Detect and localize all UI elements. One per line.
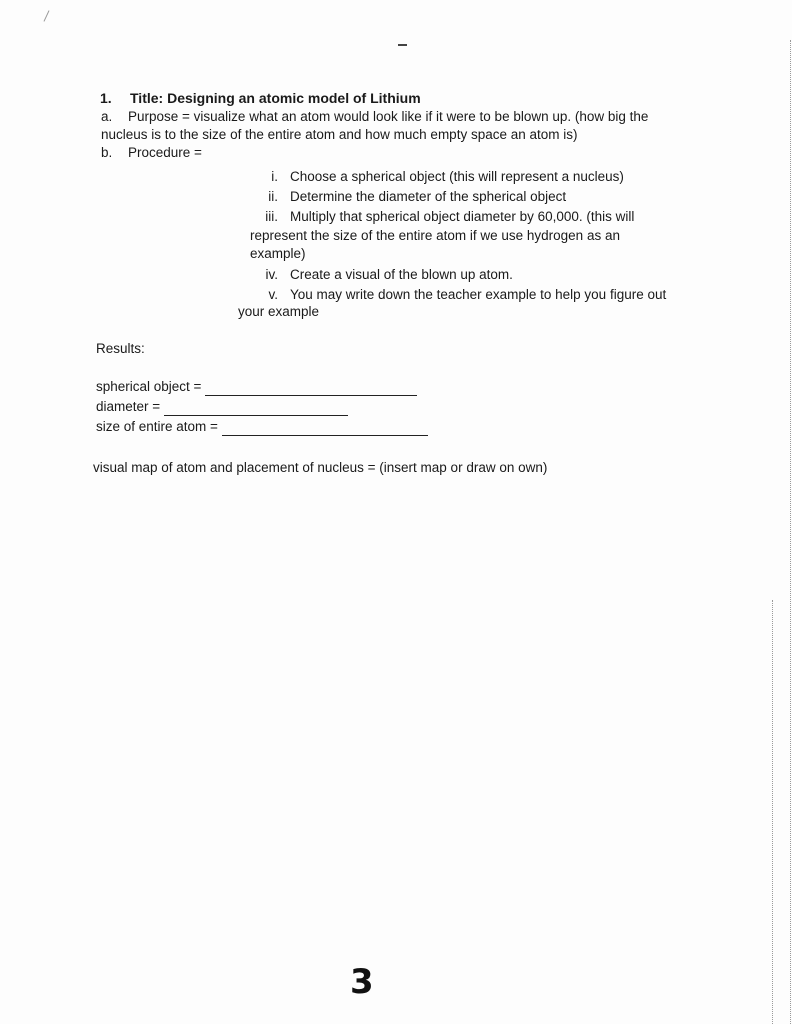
- step-i: [252, 168, 624, 186]
- step-text: Multiply that spherical object diameter by 60,000. (this will: [290, 209, 635, 224]
- purpose-text-1: Purpose = visualize what an atom would look like if it were to be blown up. (how big the: [128, 109, 649, 124]
- atom-size-blank[interactable]: [222, 421, 428, 436]
- spherical-object-row: [96, 378, 417, 396]
- results-heading: Results:: [96, 341, 145, 356]
- step-iii-continued-2: example): [250, 246, 306, 261]
- step-numeral: i.: [271, 169, 278, 184]
- step-numeral: iv.: [265, 267, 278, 282]
- spherical-object-blank[interactable]: [205, 381, 417, 396]
- procedure-heading: [101, 144, 202, 162]
- diameter-label: diameter =: [96, 399, 161, 414]
- purpose-marker: a.: [101, 109, 113, 124]
- scan-edge-artifact: [772, 600, 773, 1024]
- step-text: Determine the diameter of the spherical object: [290, 189, 567, 204]
- step-iii: [252, 208, 634, 226]
- step-iii-continued-1: represent the size of the entire atom if we use hydrogen as an: [250, 228, 620, 243]
- visual-map-instruction: visual map of atom and placement of nucleus = (insert map or draw on own): [93, 460, 548, 475]
- step-text: You may write down the teacher example to help you figure out: [290, 287, 667, 302]
- page-number: 3: [350, 962, 374, 1002]
- spherical-object-label: spherical object =: [96, 379, 202, 394]
- atom-size-row: [96, 418, 428, 436]
- scan-edge-artifact: [790, 40, 791, 1024]
- scan-speck: [398, 44, 407, 46]
- step-numeral: ii.: [268, 189, 278, 204]
- step-numeral: iii.: [265, 209, 278, 224]
- step-iv: [252, 266, 513, 284]
- diameter-blank[interactable]: [164, 401, 348, 416]
- step-v-continued: your example: [238, 304, 320, 319]
- procedure-label: Procedure =: [128, 145, 202, 160]
- purpose-line-2: nucleus is to the size of the entire atom and how much empty space an atom is): [101, 127, 578, 142]
- step-text: Choose a spherical object (this will represent a nucleus): [290, 169, 624, 184]
- step-text: Create a visual of the blown up atom.: [290, 267, 513, 282]
- worksheet-title: [100, 89, 421, 107]
- step-numeral: v.: [268, 287, 278, 302]
- scan-speck: [44, 10, 50, 21]
- atom-size-label: size of entire atom =: [96, 419, 218, 434]
- step-ii: [252, 188, 566, 206]
- procedure-marker: b.: [101, 145, 113, 160]
- title-number: 1.: [100, 90, 112, 106]
- purpose-line-1: [101, 108, 648, 126]
- title-text: Title: Designing an atomic model of Lithium: [130, 90, 421, 106]
- step-v: [252, 286, 666, 304]
- diameter-row: [96, 398, 348, 416]
